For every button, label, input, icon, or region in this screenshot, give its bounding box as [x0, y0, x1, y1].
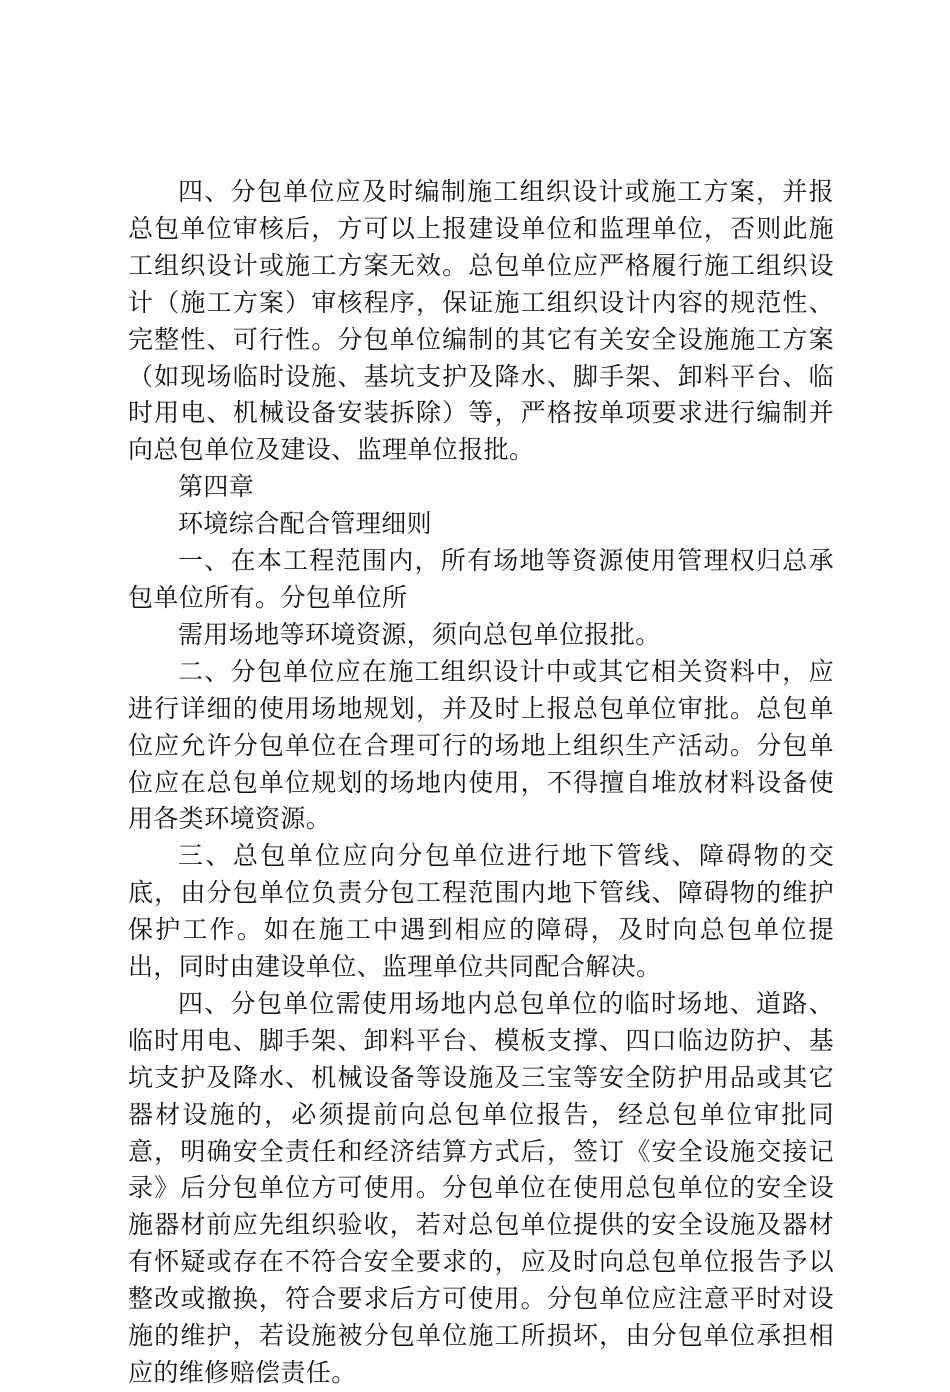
paragraph-section-four-plan: 四、分包单位应及时编制施工组织设计或施工方案，并报总包单位审核后，方可以上报建设单位和监理单位，否则此施工组织设计或施工方案无效。总包单位应严格履行施工组织设计（施工方案）审核程序，保证施工组织设计内容的规范性、完整性、可行性。分包单位编制的其它有关安全设施施工方案（如现场临时设施、基坑支护及降水、脚手架、卸料平台、临时用电、机械设备安装拆除）等，严格按单项要求进行编制并向总包单位及建设、监理单位报批。 [128, 177, 834, 465]
paragraph-item-three: 三、总包单位应向分包单位进行地下管线、障碍物的交底，由分包单位负责分包工程范围内地下管线、障碍物的维护保护工作。如在施工中遇到相应的障碍，及时向总包单位提出，同时由建设单位、监理单位共同配合解决。 [128, 841, 834, 982]
chapter-title: 环境综合配合管理细则 [178, 509, 433, 539]
paragraph-item-one: 一、在本工程范围内，所有场地等资源使用管理权归总承包单位所有。分包单位所 [128, 546, 834, 612]
chapter-heading: 第四章 [178, 472, 255, 502]
document-body [128, 174, 834, 1392]
paragraph-item-two: 二、分包单位应在施工组织设计中或其它相关资料中，应进行详细的使用场地规划，并及时上报总包单位审批。总包单位应允许分包单位在合理可行的场地上组织生产活动。分包单位应在总包单位规划的场地内使用，不得擅自堆放材料设备使用各类环境资源。 [128, 656, 834, 834]
paragraph-item-four: 四、分包单位需使用场地内总包单位的临时场地、道路、临时用电、脚手架、卸料平台、模板支撑、四口临边防护、基坑支护及降水、机械设备等设施及三宝等安全防护用品或其它器材设施的，必须提前向总包单位报告，经总包单位审批同意，明确安全责任和经济结算方式后，签订《安全设施交接记录》后分包单位方可使用。分包单位在使用总包单位的安全设施器材前应先组织验收，若对总包单位提供的安全设施及器材有怀疑或存在不符合安全要求的，应及时向总包单位报告予以整改或撤换，符合要求后方可使用。分包单位应注意平时对设施的维护，若设施被分包单位施工所损坏，由分包单位承担相应的维修赔偿责任。 [128, 988, 834, 1387]
paragraph-item-one-continued: 需用场地等环境资源，须向总包单位报批。 [178, 619, 661, 649]
